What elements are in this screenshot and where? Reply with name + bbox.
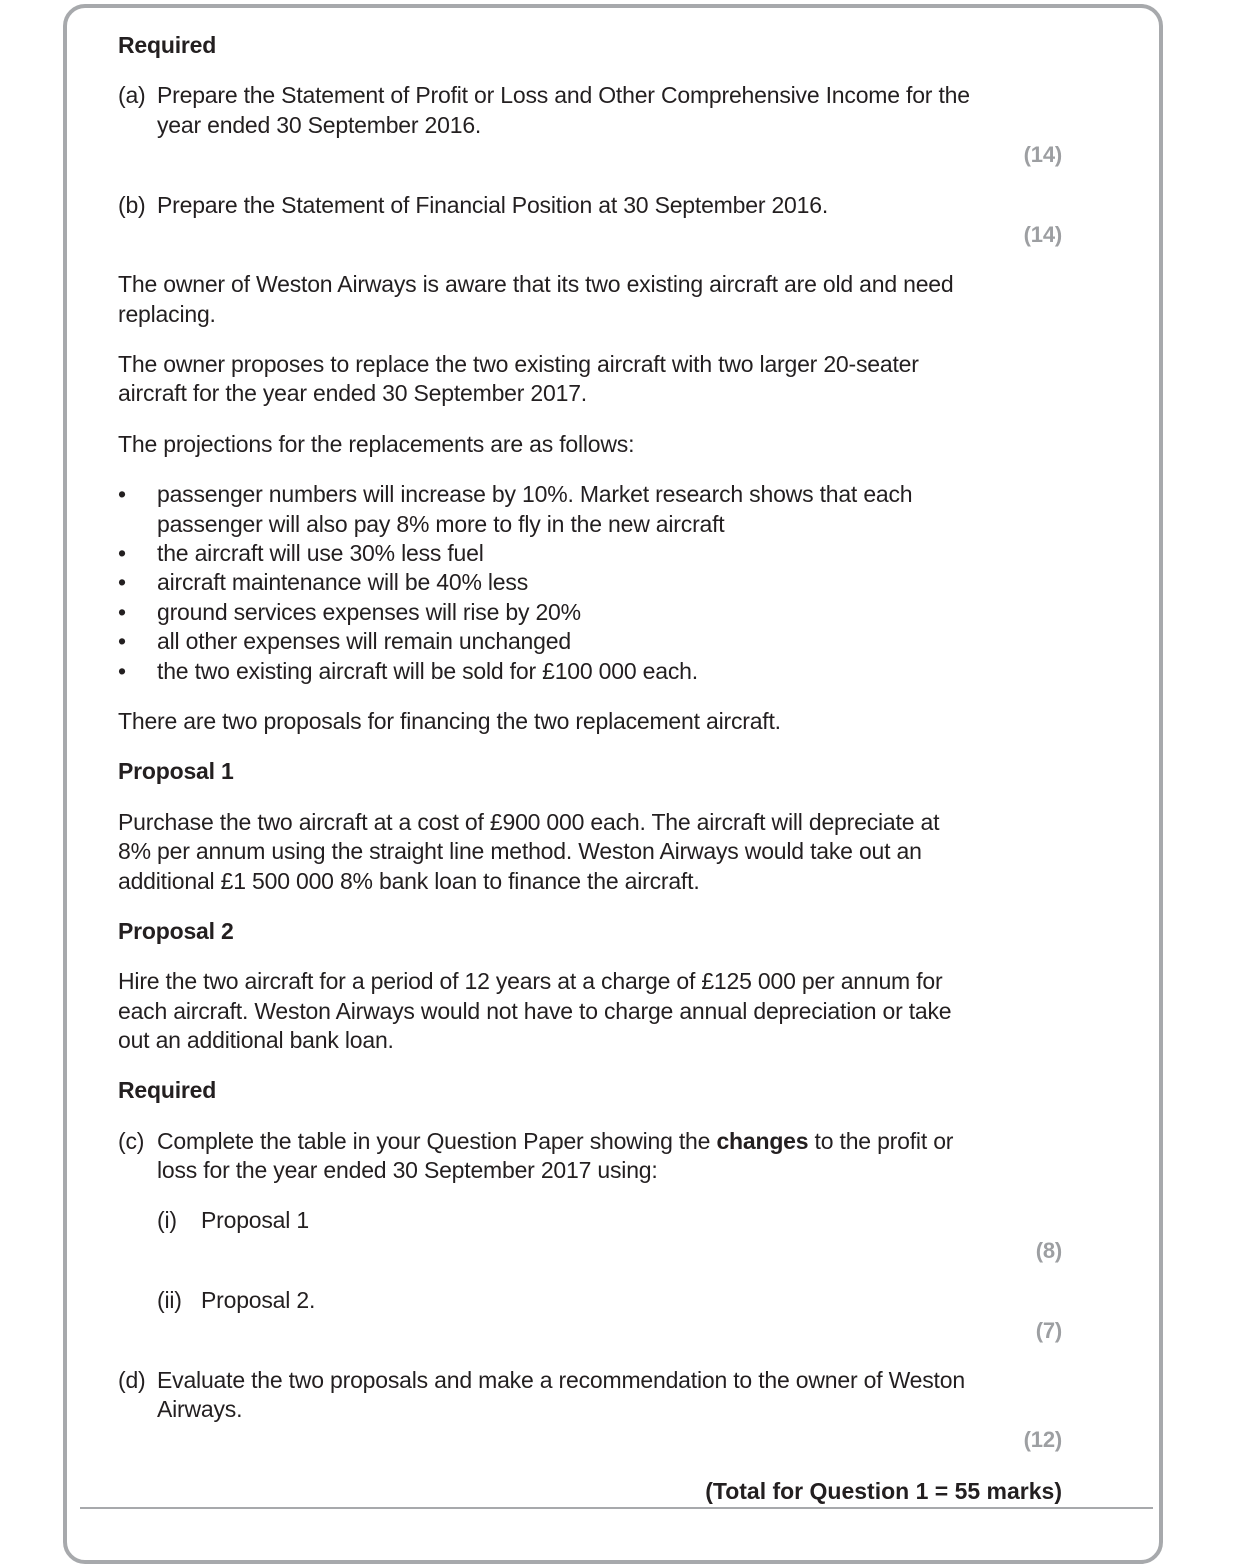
proposal2-line2: each aircraft. Weston Airways would not have to charge annual depreciation or take: [118, 998, 952, 1024]
part-c-label: (c): [118, 1128, 145, 1154]
part-c-i-marks: (8): [1035, 1238, 1062, 1263]
part-c-i: (i) Proposal 1: [157, 1206, 309, 1236]
part-d-line2: Airways.: [157, 1396, 243, 1422]
bullet-icon: •: [118, 540, 126, 566]
para1-line1: The owner of Weston Airways is aware that its two existing aircraft are old and need: [118, 271, 954, 297]
proposal1-line3: additional £1 500 000 8% bank loan to finance the aircraft.: [118, 868, 700, 894]
part-b-marks: (14): [1023, 222, 1062, 247]
bullet-icon: •: [118, 599, 126, 625]
part-c-ii-label: (ii): [157, 1287, 182, 1313]
part-b-line1: (b) Prepare the Statement of Financial Position at 30 September 2016.: [118, 191, 828, 221]
para1-line2: replacing.: [118, 301, 216, 327]
para3: The projections for the replacements are as follows:: [118, 431, 635, 457]
required-heading-2: Required: [118, 1077, 217, 1103]
part-a-line1: (a) Prepare the Statement of Profit or Loss and Other Comprehensive Income for the: [118, 81, 970, 111]
proposal2-line1: Hire the two aircraft for a period of 12 years at a charge of £125 000 per annum for: [118, 968, 943, 994]
bullet-icon: •: [118, 628, 126, 654]
part-c-line1: (c) Complete the table in your Question Paper showing the changes to the profit or: [118, 1127, 953, 1157]
part-c-ii: (ii) Proposal 2.: [157, 1286, 315, 1316]
bottom-rule: [80, 1507, 1153, 1509]
proposal2-heading: Proposal 2: [118, 918, 234, 944]
question-total: (Total for Question 1 = 55 marks): [705, 1478, 1062, 1504]
emphasis-changes: changes: [716, 1128, 809, 1154]
para2-line2: aircraft for the year ended 30 September 2017.: [118, 380, 587, 406]
para2-line1: The owner proposes to replace the two existing aircraft with two larger 20-seater: [118, 351, 919, 377]
part-d-label: (d): [118, 1367, 146, 1393]
bullet-icon: •: [118, 569, 126, 595]
part-a-marks: (14): [1023, 142, 1062, 167]
bullet-icon: •: [118, 481, 126, 507]
required-heading: Required: [118, 32, 217, 58]
part-d-marks: (12): [1023, 1427, 1062, 1452]
part-c-ii-marks: (7): [1035, 1318, 1062, 1343]
part-c-i-label: (i): [157, 1207, 177, 1233]
proposal1-heading: Proposal 1: [118, 758, 234, 784]
proposal2-line3: out an additional bank loan.: [118, 1027, 394, 1053]
part-a-line2: year ended 30 September 2016.: [157, 112, 482, 138]
part-a-label: (a): [118, 82, 146, 108]
part-d-line1: (d) Evaluate the two proposals and make a recommendation to the owner of Weston: [118, 1366, 965, 1396]
bullet-icon: •: [118, 658, 126, 684]
proposal1-line1: Purchase the two aircraft at a cost of £900 000 each. The aircraft will depreciate at: [118, 809, 940, 835]
proposal1-line2: 8% per annum using the straight line method. Weston Airways would take out an: [118, 838, 922, 864]
part-c-line2: loss for the year ended 30 September 2017 using:: [157, 1157, 658, 1183]
list-item-continuation: passenger will also pay 8% more to fly in the new aircraft: [157, 511, 725, 537]
para4: There are two proposals for financing the two replacement aircraft.: [118, 708, 781, 734]
part-b-label: (b): [118, 192, 146, 218]
